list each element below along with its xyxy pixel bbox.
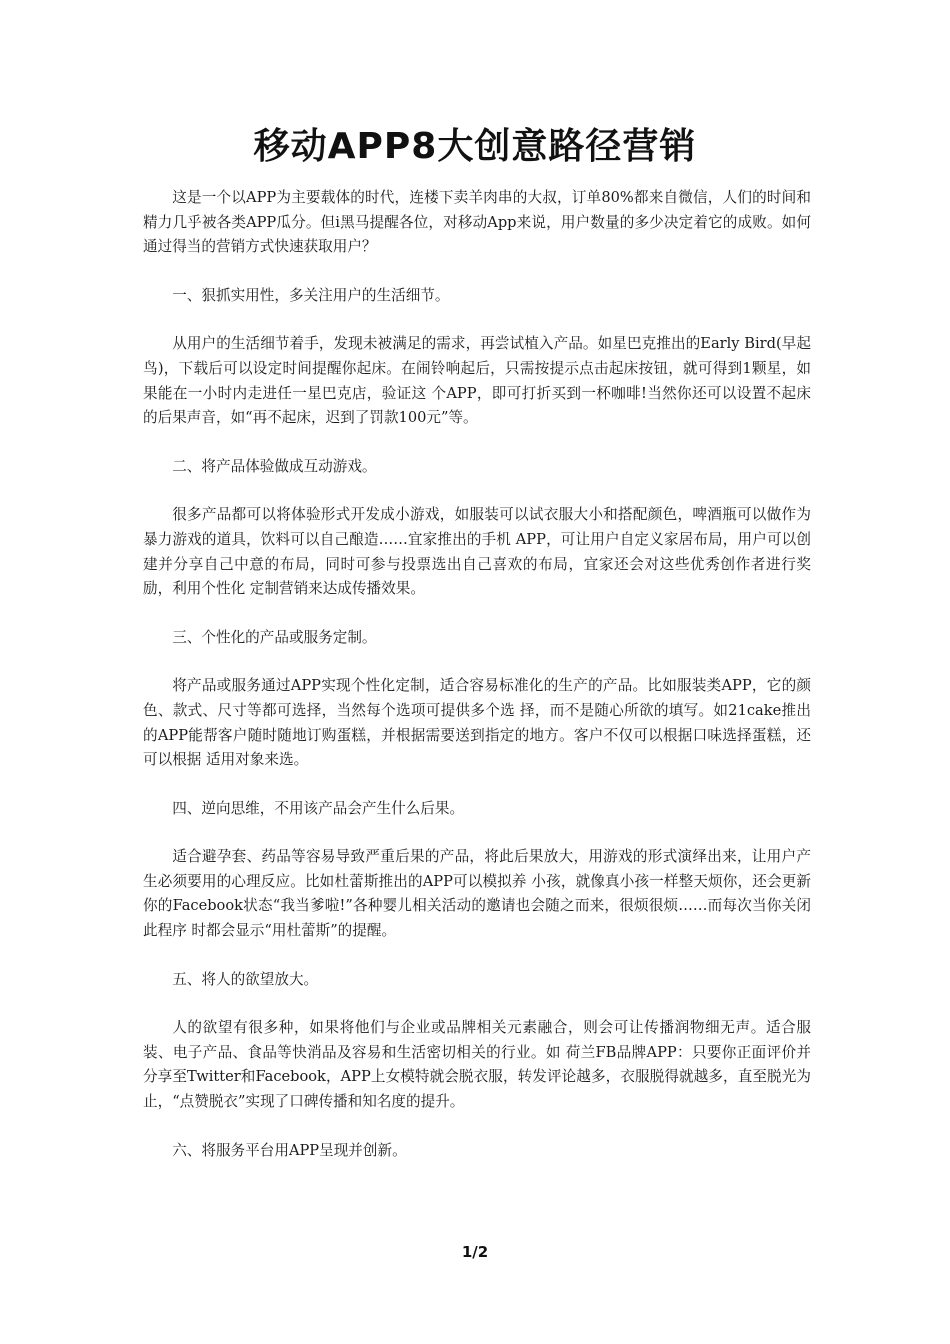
section-heading-4: 四、逆向思维，不用该产品会产生什么后果。 [172,799,465,817]
section-body-4: 适合避孕套、药品等容易导致严重后果的产品，将此后果放大，用游戏的形式演绎出来，让用户产生必须要用的心理反应。比如杜蕾斯推出的APP可以模拟养 小孩，就像真小孩一样整天烦你，还会更新你的Facebook状态“我当爹啦!”各种婴儿相关活动的邀请也会随之而来，很烦很烦……而每次当你关闭此程序 时都会显示“用杜蕾斯”的提醒。 [143,848,811,940]
section-heading-5: 五、将人的欲望放大。 [172,970,319,988]
section-body-1: 从用户的生活细节着手，发现未被满足的需求，再尝试植入产品。如星巴克推出的Early Bird(早起鸟)，下载后可以设定时间提醒你起床。在闹铃响起后，只需按提示点击起床按钮，就可得到1颗星，如果能在一小时内走进任一星巴克店，验证这 个APP，即可打折买到一杯咖啡!当然你还可以设置不起床的后果声音，如“再不起床，迟到了罚款100元”等。 [143,335,811,427]
intro-paragraph: 这是一个以APP为主要载体的时代，连楼下卖羊肉串的大叔，订单80%都来自微信，人们的时间和精力几乎被各类APP瓜分。但i黑马提醒各位，对移动App来说，用户数量的多少决定着它的成败。如何通过得当的营销方式快速获取用户？ [143,189,811,256]
document-body [143,186,811,1187]
section-heading-1: 一、狠抓实用性，多关注用户的生活细节。 [172,286,450,304]
section-body-3: 将产品或服务通过APP实现个性化定制，适合容易标准化的生产的产品。比如服装类APP，它的颜色、款式、尺寸等都可选择，当然每个选项可提供多个选 择，而不是随心所欲的填写。如21cake推出的APP能帮客户随时随地订购蛋糕，并根据需要送到指定的地方。客户不仅可以根据口味选择蛋糕，还可以根据 适用对象来选。 [143,677,811,769]
section-body-5: 人的欲望有很多种，如果将他们与企业或品牌相关元素融合，则会可让传播润物细无声。适合服装、电子产品、食品等快消品及容易和生活密切相关的行业。如 荷兰FB品牌APP：只要你正面评价并分享至Twitter和Facebook，APP上女模特就会脱衣服，转发评论越多，衣服脱得就越多，直至脱光为 止，“点赞脱衣”实现了口碑传播和知名度的提升。 [143,1019,811,1111]
section-heading-3: 三、个性化的产品或服务定制。 [172,628,377,646]
page-number: 1/2 [461,1243,489,1261]
document-title: 移动APP8大创意路径营销 [253,126,697,167]
section-body-2: 很多产品都可以将体验形式开发成小游戏，如服装可以试衣服大小和搭配颜色，啤酒瓶可以做作为暴力游戏的道具，饮料可以自己酿造……宜家推出的手机 APP，可让用户自定义家居布局，用户可以创建并分享自己中意的布局，同时可参与投票选出自己喜欢的布局，宜家还会对这些优秀创作者进行奖励，利用个性化 定制营销来达成传播效果。 [143,506,811,598]
section-heading-2: 二、将产品体验做成互动游戏。 [172,457,377,475]
section-heading-6: 六、将服务平台用APP呈现并创新。 [172,1141,407,1159]
